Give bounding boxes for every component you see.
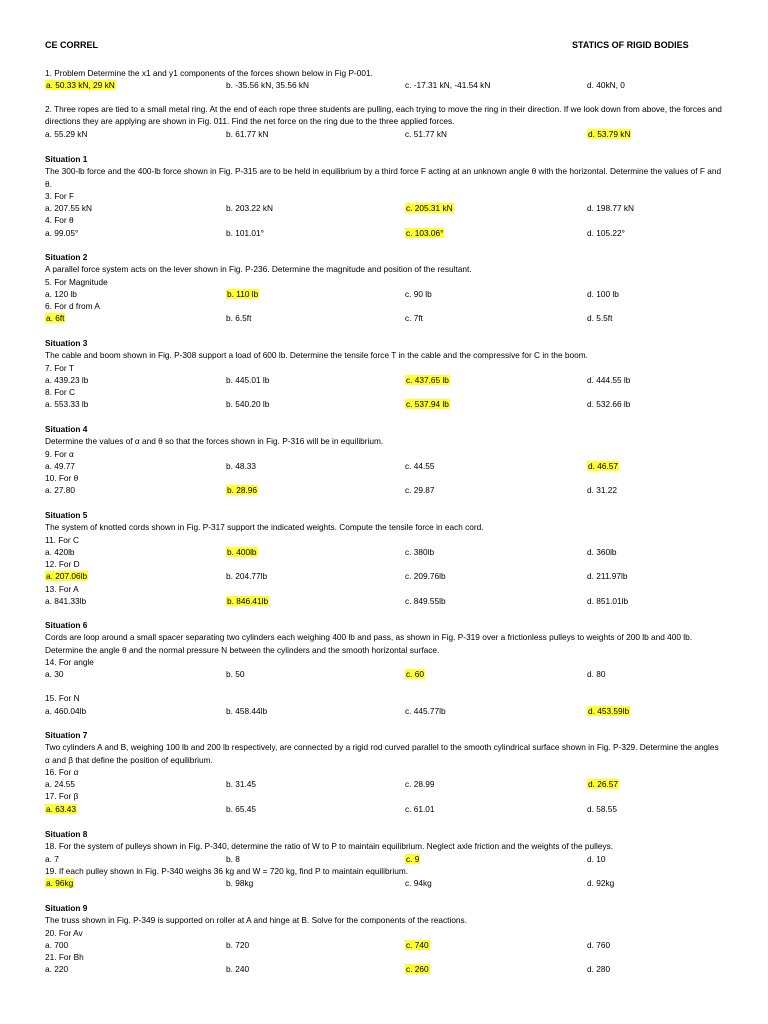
option-d: [587, 79, 625, 91]
question-label: 8. For C: [45, 387, 75, 398]
question-label: 4. For θ: [45, 215, 74, 226]
option-text: b. 8: [226, 853, 240, 864]
option-c: [405, 288, 432, 300]
option-text: d. 211.97lb: [587, 571, 628, 582]
situation-block: [45, 619, 725, 717]
option-text: d. 760: [587, 939, 611, 950]
option-row: [45, 595, 725, 607]
header-right: STATICS OF RIGID BODIES: [572, 40, 689, 50]
option-a: [45, 398, 88, 410]
option-d: [587, 778, 619, 790]
option-b: [226, 595, 269, 607]
option-row: [45, 227, 725, 239]
option-text: a. 700: [45, 939, 69, 950]
option-d: [587, 484, 617, 496]
option-c: [405, 570, 446, 582]
answer-highlight: a. 207.06lb: [46, 571, 88, 582]
option-d: [587, 963, 610, 975]
option-a: [45, 705, 86, 717]
question-label: 9. For α: [45, 448, 74, 459]
option-a: [45, 778, 75, 790]
option-b: [226, 484, 258, 496]
option-text: c. 445.77lb: [405, 705, 446, 716]
option-a: [45, 546, 75, 558]
answer-highlight: c. 437.65 lb: [406, 374, 449, 385]
option-a: [45, 227, 78, 239]
option-d: [587, 227, 625, 239]
option-text: a. 207.55 kN: [45, 203, 93, 214]
option-a: [45, 202, 92, 214]
option-text: b. 445.01 lb: [226, 374, 270, 385]
option-text: a. 27.80: [45, 485, 75, 496]
option-text: c. 51.77 kN: [405, 128, 447, 139]
option-text: b. 50: [226, 669, 245, 680]
question-label: 14. For angle: [45, 656, 94, 667]
header-left: CE CORREL: [45, 40, 99, 50]
option-text: b. 720: [226, 939, 250, 950]
option-c: [405, 312, 423, 324]
option-row: [45, 484, 725, 496]
option-text: b. 101.01°: [226, 227, 264, 238]
option-row: [45, 803, 725, 815]
situation-description: The system of knotted cords shown in Fig. P-317 support the indicated weights. Compute the tensile force in each cord.: [45, 522, 484, 533]
option-a: [45, 288, 77, 300]
option-c: [405, 963, 430, 975]
situation-description: The truss shown in Fig. P-349 is supported on roller at A and hinge at B. Solve for the components of the reactions.: [45, 915, 467, 926]
option-a: [45, 570, 88, 582]
option-b: [226, 460, 256, 472]
option-text: d. 40kN, 0: [587, 80, 625, 91]
question-label: 10. For θ: [45, 473, 79, 484]
question-label: 13. For A: [45, 583, 79, 594]
option-d: [587, 546, 617, 558]
option-d: [587, 853, 605, 865]
option-text: c. 90 lb: [405, 288, 432, 299]
option-text: d. 10: [587, 853, 606, 864]
option-text: d. 31.22: [587, 485, 617, 496]
question-label: 5. For Magnitude: [45, 276, 108, 287]
question-label: 20. For Av: [45, 927, 83, 938]
option-text: c. 849.55lb: [405, 596, 446, 607]
option-a: [45, 877, 74, 889]
option-row: [45, 460, 725, 472]
answer-highlight: a. 63.43: [46, 803, 76, 814]
option-text: a. 841.33lb: [45, 596, 87, 607]
option-c: [405, 227, 444, 239]
option-b: [226, 803, 256, 815]
answer-highlight: a. 6ft: [46, 313, 65, 324]
question-block: [45, 67, 725, 92]
option-c: [405, 853, 420, 865]
situation-description: The cable and boom shown in Fig. P-308 support a load of 600 lb. Determine the tensile force T in the cable and the compressive for C in the boom.: [45, 350, 588, 361]
option-a: [45, 484, 75, 496]
option-c: [405, 668, 425, 680]
option-text: d. 100 lb: [587, 288, 619, 299]
option-d: [587, 128, 631, 140]
option-c: [405, 460, 435, 472]
option-row: [45, 778, 725, 790]
option-row: [45, 202, 725, 214]
situation-title: Situation 6: [45, 620, 88, 630]
option-text: d. 851.01lb: [587, 596, 629, 607]
option-d: [587, 595, 628, 607]
answer-highlight: b. 28.96: [227, 485, 257, 496]
option-c: [405, 374, 450, 386]
option-text: b. 61.77 kN: [226, 128, 269, 139]
question-label: 17. For β: [45, 791, 79, 802]
option-a: [45, 128, 87, 140]
question-text: 2. Three ropes are tied to a small metal ring. At the end of each rope three students are pulling, each trying to move the ring in their direction. If we look down from above, the forces and directions they are applying are shown in Fig. 011. Find the net force on the ring due to the three applied forces.: [45, 104, 722, 127]
option-a: [45, 374, 88, 386]
option-row: [45, 939, 725, 951]
option-d: [587, 288, 619, 300]
option-text: c. 61.01: [405, 803, 435, 814]
option-c: [405, 546, 434, 558]
answer-highlight: c. 60: [406, 669, 424, 680]
option-text: d. 58.55: [587, 803, 617, 814]
option-row: [45, 79, 725, 91]
option-d: [587, 939, 610, 951]
question-label: 6. For d from A: [45, 301, 100, 312]
option-c: [405, 877, 432, 889]
option-text: b. 240: [226, 964, 250, 975]
option-text: d. 444.55 lb: [587, 374, 631, 385]
situation-title: Situation 9: [45, 903, 88, 913]
situation-title: Situation 5: [45, 510, 88, 520]
situation-title: Situation 4: [45, 424, 88, 434]
option-b: [226, 778, 256, 790]
option-b: [226, 79, 309, 91]
option-row: [45, 288, 725, 300]
option-text: c. 380lb: [405, 546, 435, 557]
option-c: [405, 128, 447, 140]
option-text: b. 31.45: [226, 779, 256, 790]
option-c: [405, 705, 446, 717]
option-text: b. 65.45: [226, 803, 256, 814]
option-text: c. 7ft: [405, 313, 423, 324]
situation-title: Situation 1: [45, 154, 88, 164]
option-text: a. 24.55: [45, 779, 75, 790]
situation-block: [45, 251, 725, 325]
question-label: 7. For T: [45, 362, 74, 373]
option-text: d. 105.22°: [587, 227, 625, 238]
option-text: a. 420lb: [45, 546, 75, 557]
option-a: [45, 939, 68, 951]
situation-description: The 300-lb force and the 400-lb force shown in Fig. P-315 are to be held in equilibrium by a third force F acting at an unknown angle θ with the horizontal. Determine the values of F and θ.: [45, 166, 722, 189]
option-d: [587, 668, 605, 680]
option-b: [226, 939, 249, 951]
answer-highlight: b. 110 lb: [227, 288, 259, 299]
option-row: [45, 128, 725, 140]
option-a: [45, 312, 65, 324]
option-c: [405, 202, 454, 214]
option-text: a. 7: [45, 853, 59, 864]
question-label: 3. For F: [45, 190, 75, 201]
option-text: d. 5.5ft: [587, 313, 613, 324]
situation-title: Situation 7: [45, 730, 88, 740]
question-label: 21. For Bh: [45, 952, 84, 963]
option-text: d. 92kg: [587, 878, 615, 889]
option-text: b. 203.22 kN: [226, 203, 274, 214]
answer-highlight: c. 103.06°: [406, 227, 444, 238]
option-row: [45, 570, 725, 582]
option-c: [405, 939, 430, 951]
answer-highlight: c. 9: [406, 853, 420, 864]
situation-block: [45, 902, 725, 976]
situation-title: Situation 8: [45, 829, 88, 839]
option-text: d. 360lb: [587, 546, 617, 557]
answer-highlight: d. 453.59lb: [588, 705, 630, 716]
option-text: c. 44.55: [405, 460, 435, 471]
option-text: c. 94kg: [405, 878, 432, 889]
option-d: [587, 374, 630, 386]
option-row: [45, 963, 725, 975]
option-text: c. 209.76lb: [405, 571, 446, 582]
option-row: [45, 705, 725, 717]
option-text: b. 458.44lb: [226, 705, 268, 716]
answer-highlight: b. 846.41lb: [227, 596, 269, 607]
option-text: b. 540.20 lb: [226, 399, 270, 410]
option-text: b. 204.77lb: [226, 571, 268, 582]
situation-block: [45, 423, 725, 497]
option-a: [45, 668, 63, 680]
answer-highlight: c. 537.94 lb: [406, 399, 449, 410]
situation-title: Situation 2: [45, 252, 88, 262]
option-b: [226, 288, 259, 300]
option-b: [226, 546, 258, 558]
option-b: [226, 853, 240, 865]
option-text: b. -35.56 kN, 35.56 kN: [226, 80, 310, 91]
option-c: [405, 778, 435, 790]
option-text: c. -17.31 kN, -41.54 kN: [405, 80, 491, 91]
option-a: [45, 595, 86, 607]
situation-description: A parallel force system acts on the lever shown in Fig. P-236. Determine the magnitude and position of the resultant.: [45, 264, 472, 275]
option-text: d. 198.77 kN: [587, 203, 635, 214]
option-d: [587, 803, 617, 815]
answer-highlight: a. 96kg: [46, 878, 74, 889]
situation-block: [45, 153, 725, 239]
answer-highlight: a. 50.33 kN, 29 kN: [46, 80, 115, 91]
option-d: [587, 705, 630, 717]
option-c: [405, 803, 435, 815]
option-b: [226, 570, 267, 582]
answer-highlight: c. 205.31 kN: [406, 203, 453, 214]
question-label: 19. If each pulley shown in Fig. P-340 weighs 36 kg and W = 720 kg, find P to maintain equilibrium.: [45, 865, 409, 876]
option-b: [226, 202, 273, 214]
option-b: [226, 877, 253, 889]
situation-block: [45, 509, 725, 607]
option-text: c. 28.99: [405, 779, 435, 790]
answer-highlight: c. 740: [406, 939, 429, 950]
situation-block: [45, 337, 725, 411]
answer-highlight: d. 46.57: [588, 460, 618, 471]
option-a: [45, 460, 75, 472]
option-c: [405, 398, 450, 410]
option-b: [226, 374, 269, 386]
option-b: [226, 227, 264, 239]
option-b: [226, 312, 251, 324]
option-text: a. 120 lb: [45, 288, 77, 299]
option-text: b. 98kg: [226, 878, 254, 889]
option-row: [45, 374, 725, 386]
option-row: [45, 546, 725, 558]
option-d: [587, 202, 634, 214]
option-b: [226, 398, 269, 410]
option-row: [45, 853, 725, 865]
situation-block: [45, 828, 725, 889]
option-text: a. 55.29 kN: [45, 128, 88, 139]
situation-block: [45, 729, 725, 815]
option-c: [405, 484, 435, 496]
situation-description: 18. For the system of pulleys shown in Fig. P-340, determine the ratio of W to P to maintain equilibrium. Neglect axle friction and the weights of the pulleys.: [45, 841, 614, 852]
option-text: c. 29.87: [405, 485, 435, 496]
option-text: d. 532.66 lb: [587, 399, 631, 410]
option-d: [587, 398, 630, 410]
option-text: d. 280: [587, 964, 611, 975]
option-b: [226, 705, 267, 717]
question-label: 16. For α: [45, 766, 79, 777]
option-a: [45, 963, 68, 975]
situation-description: Two cylinders A and B, weighing 100 lb and 200 lb respectively, are connected by a rigid rod curved parallel to the smooth cylindrical surface shown in Fig. P-329. Determine the angles α and β that define the position of equilibrium.: [45, 742, 719, 765]
option-row: [45, 877, 725, 889]
question-label: 12. For D: [45, 559, 80, 570]
answer-highlight: d. 53.79 kN: [588, 128, 631, 139]
option-text: a. 553.33 lb: [45, 399, 89, 410]
option-b: [226, 963, 249, 975]
option-text: a. 49.77: [45, 460, 75, 471]
situation-description: Cords are loop around a small spacer separating two cylinders each weighing 400 lb and pass, as shown in Fig. P-319 over a frictionless pulleys to weights of 200 lb and 400 lb. Determine the angle θ and the normal pressure N between the cylinders and the smooth horizontal surface.: [45, 632, 693, 655]
option-text: b. 48.33: [226, 460, 256, 471]
option-c: [405, 595, 446, 607]
option-text: a. 30: [45, 669, 64, 680]
option-row: [45, 668, 725, 680]
option-c: [405, 79, 490, 91]
answer-highlight: c. 260: [406, 964, 429, 975]
option-a: [45, 79, 116, 91]
option-text: a. 460.04lb: [45, 705, 87, 716]
situation-description: Determine the values of α and θ so that the forces shown in Fig. P-316 will be in equilibrium.: [45, 436, 384, 447]
option-d: [587, 460, 619, 472]
option-text: d. 80: [587, 669, 606, 680]
situation-title: Situation 3: [45, 338, 88, 348]
question-label: 11. For C: [45, 534, 79, 545]
option-b: [226, 668, 244, 680]
option-text: b. 6.5ft: [226, 313, 252, 324]
option-d: [587, 877, 614, 889]
question-block: [45, 103, 725, 140]
option-a: [45, 853, 59, 865]
option-b: [226, 128, 268, 140]
option-text: a. 99.05°: [45, 227, 79, 238]
option-a: [45, 803, 77, 815]
question-label: 15. For N: [45, 693, 80, 704]
option-d: [587, 312, 612, 324]
option-text: a. 439.23 lb: [45, 374, 89, 385]
option-d: [587, 570, 627, 582]
answer-highlight: d. 26.57: [588, 779, 618, 790]
option-row: [45, 312, 725, 324]
answer-highlight: b. 400lb: [227, 546, 257, 557]
question-text: 1. Problem Determine the x1 and y1 components of the forces shown below in Fig P-001.: [45, 68, 373, 78]
option-row: [45, 398, 725, 410]
option-text: a. 220: [45, 964, 69, 975]
